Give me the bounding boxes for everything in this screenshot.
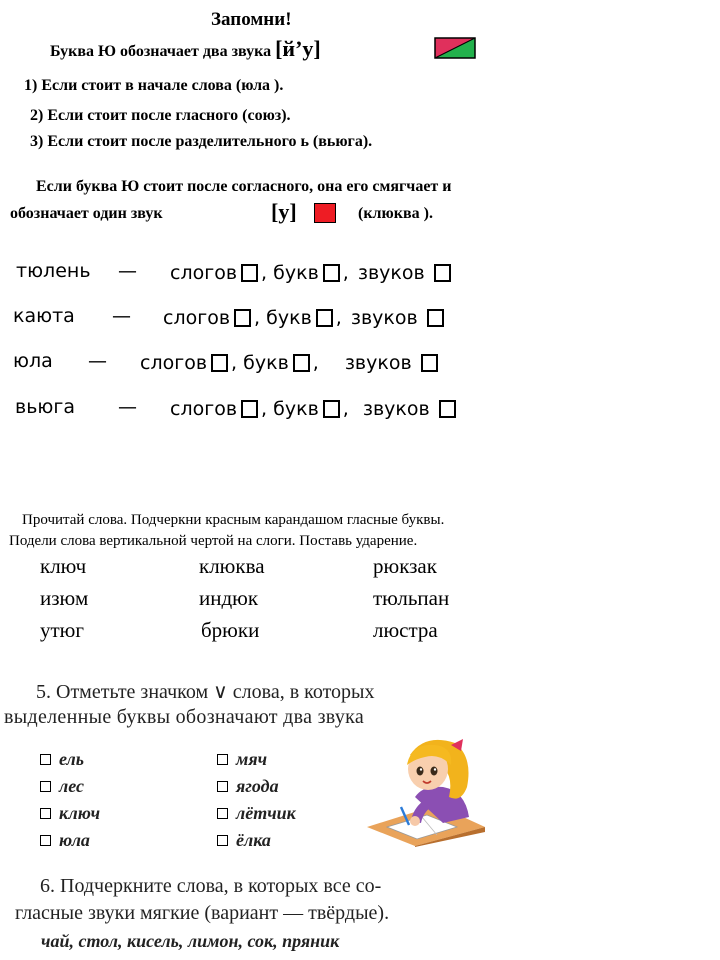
reading-column-2 [199, 550, 265, 646]
checkbox[interactable] [217, 781, 228, 792]
reading-word: брюки [201, 618, 260, 642]
sound-transcription-u: [у] [271, 199, 297, 224]
dash: — [112, 305, 131, 327]
dash: — [118, 260, 137, 282]
checkbox-item[interactable]: ель [40, 746, 100, 773]
syllables-box[interactable] [241, 264, 258, 282]
dash: — [88, 350, 107, 372]
count-row-yula: слогов , букв , звуков [140, 352, 441, 374]
checkbox-item[interactable]: лес [40, 773, 100, 800]
rule-line1-text: Буква Ю обозначает два звука [50, 43, 272, 60]
girl-writing-illustration [365, 735, 490, 847]
syllables-box[interactable] [234, 309, 251, 327]
task5-column-2 [217, 746, 296, 854]
dash: — [118, 396, 137, 418]
rule-heading: Запомни! [211, 9, 292, 30]
sounds-box[interactable] [439, 400, 456, 418]
checkbox-item[interactable]: мяч [217, 746, 296, 773]
word-tyulen: тюлень [16, 260, 91, 282]
rule-line-two-sounds [50, 36, 321, 62]
reading-instruction-2: Подели слова вертикальной чертой на слоги. Поставь ударение. [9, 533, 418, 549]
soft-rule-example: (клюква ). [358, 205, 433, 222]
reading-word: ключ [40, 554, 87, 578]
task5-subtitle: выделенные буквы обозначают два звука [4, 706, 365, 728]
syllables-box[interactable] [211, 354, 228, 372]
reading-word: клюква [199, 554, 265, 578]
reading-column-1 [40, 550, 88, 646]
checkbox-item[interactable]: ягода [217, 773, 296, 800]
reading-word: утюг [40, 618, 84, 642]
sounds-box[interactable] [421, 354, 438, 372]
sound-scheme-red [314, 203, 336, 223]
checkbox[interactable] [40, 781, 51, 792]
soft-rule-line2: обозначает один звук [10, 205, 163, 222]
checkbox[interactable] [40, 754, 51, 765]
reading-word: тюльпан [373, 586, 450, 610]
sounds-box[interactable] [434, 264, 451, 282]
checkbox[interactable] [217, 754, 228, 765]
count-row-tyulen: слогов , букв , звуков [170, 262, 454, 284]
word-kayuta: каюта [13, 305, 75, 327]
sound-transcription-yu: [й’у] [275, 36, 321, 61]
letters-box[interactable] [293, 354, 310, 372]
word-yula: юла [13, 350, 53, 372]
task6-subtitle: гласные звуки мягкие (вариант — твёрдые). [15, 902, 390, 924]
task5-title: 5. Отметьте значком ∨ слова, в которых [36, 681, 375, 703]
rule-case-3: 3) Если стоит после разделительного ь (вьюга). [30, 133, 373, 150]
reading-column-3 [373, 550, 449, 646]
reading-word: изюм [40, 586, 89, 610]
letters-box[interactable] [323, 264, 340, 282]
sounds-box[interactable] [427, 309, 444, 327]
checkbox-item[interactable]: ёлка [217, 827, 296, 854]
rule-case-2: 2) Если стоит после гласного (союз). [30, 107, 291, 124]
checkbox-item[interactable]: лётчик [217, 800, 296, 827]
count-row-vyuga: слогов , букв , звуков [170, 398, 459, 420]
rule-case-1: 1) Если стоит в начале слова (юла ). [24, 77, 284, 94]
reading-word: люстра [373, 618, 438, 642]
count-row-kayuta: слогов , букв , звуков [163, 307, 447, 329]
soft-rule-line1: Если буква Ю стоит после согласного, она его смягчает и [36, 178, 452, 195]
task6-title: 6. Подчеркните слова, в которых все со- [40, 875, 382, 897]
checkbox[interactable] [40, 835, 51, 846]
syllables-box[interactable] [241, 400, 258, 418]
checkbox-item[interactable]: ключ [40, 800, 100, 827]
letters-box[interactable] [323, 400, 340, 418]
reading-word: индюк [199, 586, 259, 610]
task6-words: чай, стол, кисель, лимон, сок, пряник [41, 931, 340, 951]
letters-box[interactable] [316, 309, 333, 327]
task5-column-1 [40, 746, 100, 854]
checkbox[interactable] [217, 808, 228, 819]
checkbox-item[interactable]: юла [40, 827, 100, 854]
word-vyuga: вьюга [15, 396, 76, 418]
sound-scheme-green-pink [434, 37, 476, 59]
checkbox[interactable] [217, 835, 228, 846]
reading-word: рюкзак [373, 554, 437, 578]
checkbox[interactable] [40, 808, 51, 819]
reading-instruction-1: Прочитай слова. Подчеркни красным карандашом гласные буквы. [22, 512, 445, 528]
